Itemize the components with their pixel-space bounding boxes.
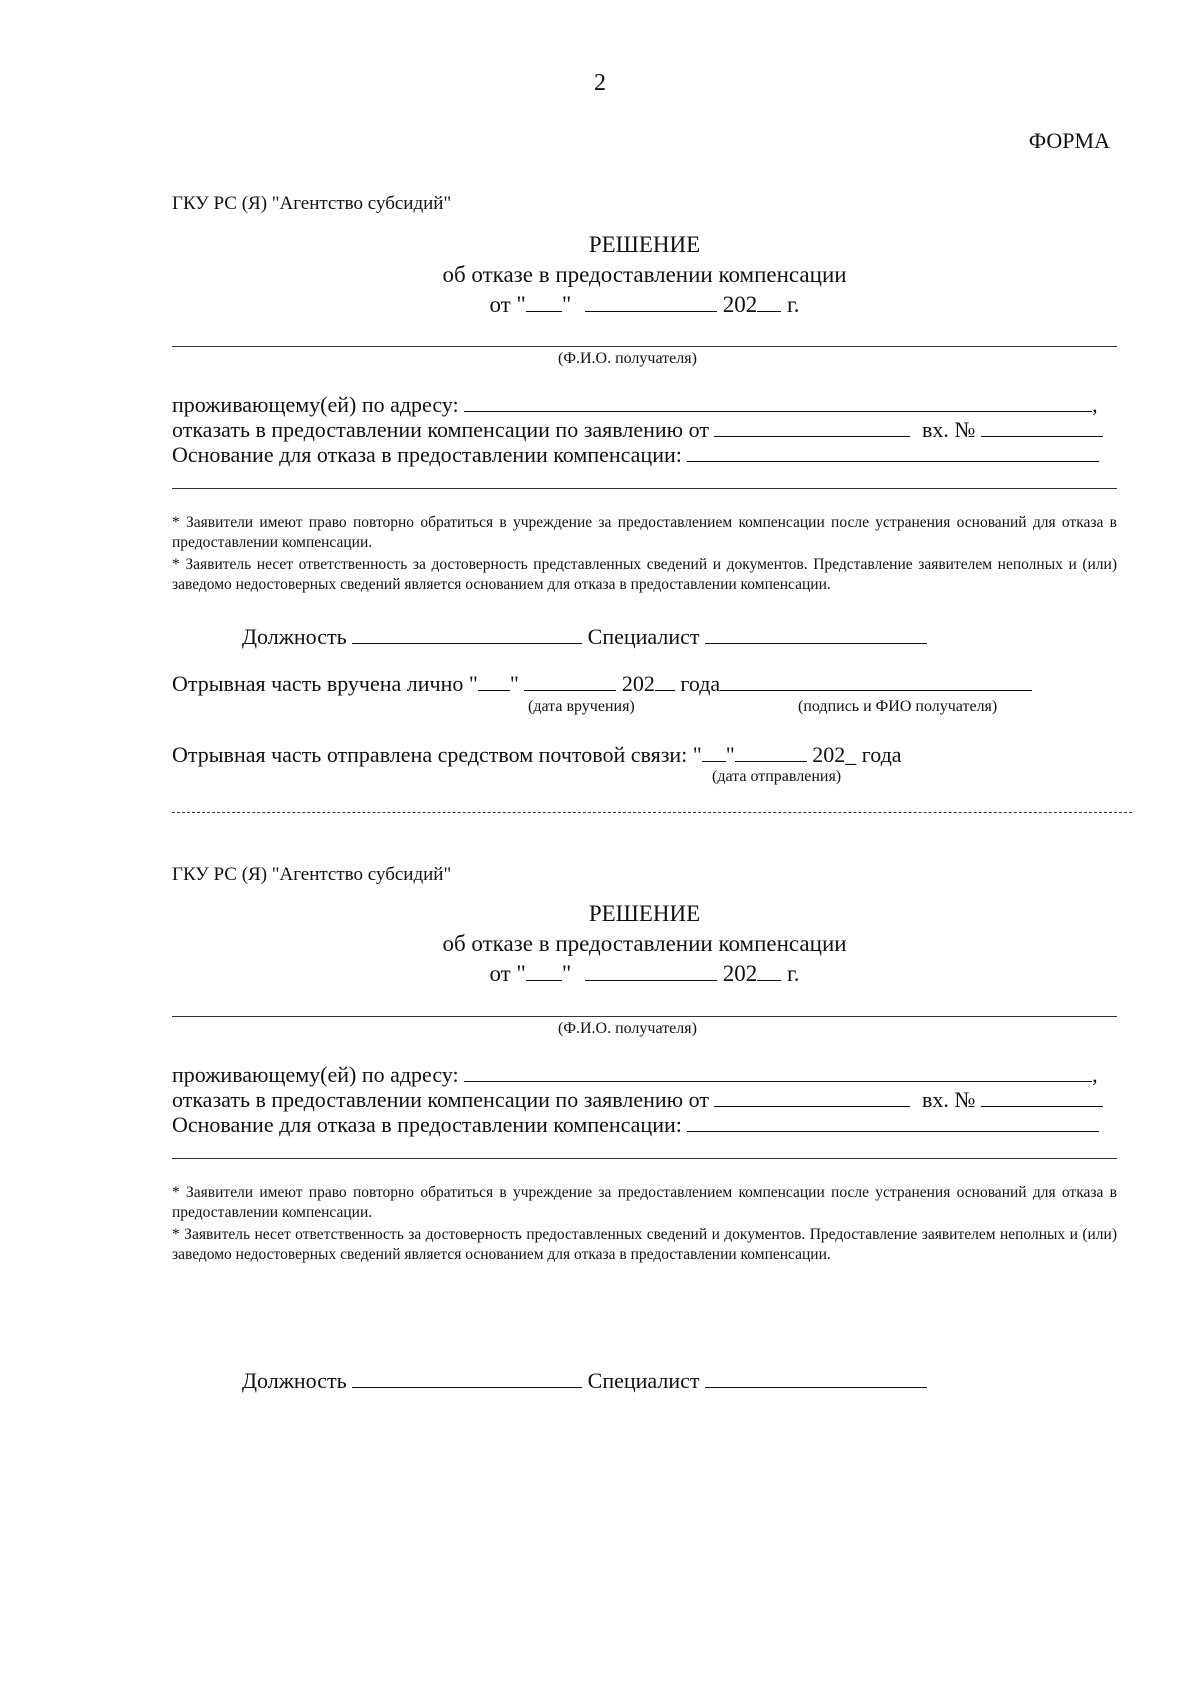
month-blank[interactable] bbox=[585, 293, 717, 312]
year-blank[interactable] bbox=[757, 293, 781, 312]
basis-row-copy: Основание для отказа в предоставлении компенсации: bbox=[172, 1112, 1099, 1138]
recipient-signature-blank[interactable] bbox=[720, 672, 1032, 691]
signature-row: Должность Специалист bbox=[242, 624, 927, 650]
decision-title: РЕШЕНИЕ bbox=[588, 232, 701, 257]
basis-blank-copy[interactable] bbox=[687, 1113, 1099, 1132]
note-reapply: * Заявители имеют право повторно обратиться в учреждение за предоставлением компенсации после устранения оснований для отказа в предоставлении компенсации. bbox=[172, 514, 1117, 551]
note-responsibility: * Заявитель несет ответственность за достоверность представленных сведений и документов. Представление заявителем неполных и (или) заведомо недостоверных сведений является основанием для отказа в предоставлении компенсации. bbox=[172, 556, 1117, 593]
organization-name: ГКУ РС (Я) "Агентство субсидий" bbox=[172, 193, 452, 214]
recipient-name-caption-copy: (Ф.И.О. получателя) bbox=[558, 1020, 697, 1037]
basis-continuation-line[interactable] bbox=[172, 488, 1117, 489]
address-blank[interactable] bbox=[464, 393, 1092, 412]
note-responsibility-copy: * Заявитель несет ответственность за достоверность предоставленных сведений и документов. Предоставление заявителем неполных и (или) заведомо недостоверных сведений является основанием для отказа в предоставлении компенсации. bbox=[172, 1226, 1117, 1263]
handed-year-blank[interactable] bbox=[655, 672, 675, 691]
day-blank-copy[interactable] bbox=[526, 962, 562, 981]
recipient-name-line[interactable] bbox=[172, 346, 1117, 347]
address-row: проживающему(ей) по адресу: , bbox=[172, 392, 1098, 417]
handed-month-blank[interactable] bbox=[524, 672, 616, 691]
organization-name-copy: ГКУ РС (Я) "Агентство субсидий" bbox=[172, 864, 452, 885]
handed-day-blank[interactable] bbox=[478, 672, 510, 691]
decision-date-line-copy: от " " 202 г. bbox=[489, 961, 800, 986]
form-label: ФОРМА bbox=[1028, 128, 1110, 153]
month-blank-copy[interactable] bbox=[585, 962, 717, 981]
application-date-blank[interactable] bbox=[714, 418, 910, 437]
decision-subtitle-copy: об отказе в предоставлении компенсации bbox=[442, 931, 847, 956]
decision-header-copy bbox=[172, 899, 1117, 989]
page-number: 2 bbox=[594, 70, 606, 96]
decision-subtitle: об отказе в предоставлении компенсации bbox=[442, 262, 847, 287]
incoming-number-blank-copy[interactable] bbox=[981, 1088, 1103, 1107]
recipient-name-line-copy[interactable] bbox=[172, 1016, 1117, 1017]
specialist-blank[interactable] bbox=[705, 625, 927, 644]
handed-row: Отрывная часть вручена лично " " 202 года bbox=[172, 671, 1032, 697]
basis-continuation-line-copy[interactable] bbox=[172, 1158, 1117, 1159]
handed-date-caption: (дата вручения) bbox=[528, 698, 635, 715]
decision-header bbox=[172, 230, 1117, 320]
position-blank[interactable] bbox=[352, 625, 582, 644]
mailed-day-blank[interactable] bbox=[702, 743, 726, 762]
mailed-date-caption: (дата отправления) bbox=[712, 768, 842, 785]
refuse-row: отказать в предоставлении компенсации по заявлению от вх. № bbox=[172, 417, 1103, 443]
specialist-blank-copy[interactable] bbox=[705, 1369, 927, 1388]
address-row-copy: проживающему(ей) по адресу: , bbox=[172, 1062, 1098, 1087]
application-date-blank-copy[interactable] bbox=[714, 1088, 910, 1107]
position-blank-copy[interactable] bbox=[352, 1369, 582, 1388]
year-blank-copy[interactable] bbox=[757, 962, 781, 981]
refuse-row-copy: отказать в предоставлении компенсации по заявлению от вх. № bbox=[172, 1087, 1103, 1113]
handed-sign-caption: (подпись и ФИО получателя) bbox=[798, 698, 998, 715]
mailed-month-blank[interactable] bbox=[735, 743, 807, 762]
recipient-name-caption: (Ф.И.О. получателя) bbox=[558, 350, 697, 367]
note-reapply-copy: * Заявители имеют право повторно обратиться в учреждение за предоставлением компенсации после устранения оснований для отказа в предоставлении компенсации. bbox=[172, 1184, 1117, 1221]
address-blank-copy[interactable] bbox=[464, 1063, 1092, 1082]
mailed-row: Отрывная часть отправлена средством почтовой связи: " " 202_ года bbox=[172, 742, 902, 767]
signature-row-copy: Должность Специалист bbox=[242, 1368, 927, 1394]
basis-row: Основание для отказа в предоставлении компенсации: bbox=[172, 442, 1099, 468]
day-blank[interactable] bbox=[526, 293, 562, 312]
decision-date-line: от " " 202 г. bbox=[489, 292, 800, 317]
incoming-number-blank[interactable] bbox=[981, 418, 1103, 437]
tear-off-line bbox=[172, 812, 1132, 813]
decision-title-copy: РЕШЕНИЕ bbox=[588, 901, 701, 926]
basis-blank[interactable] bbox=[687, 443, 1099, 462]
